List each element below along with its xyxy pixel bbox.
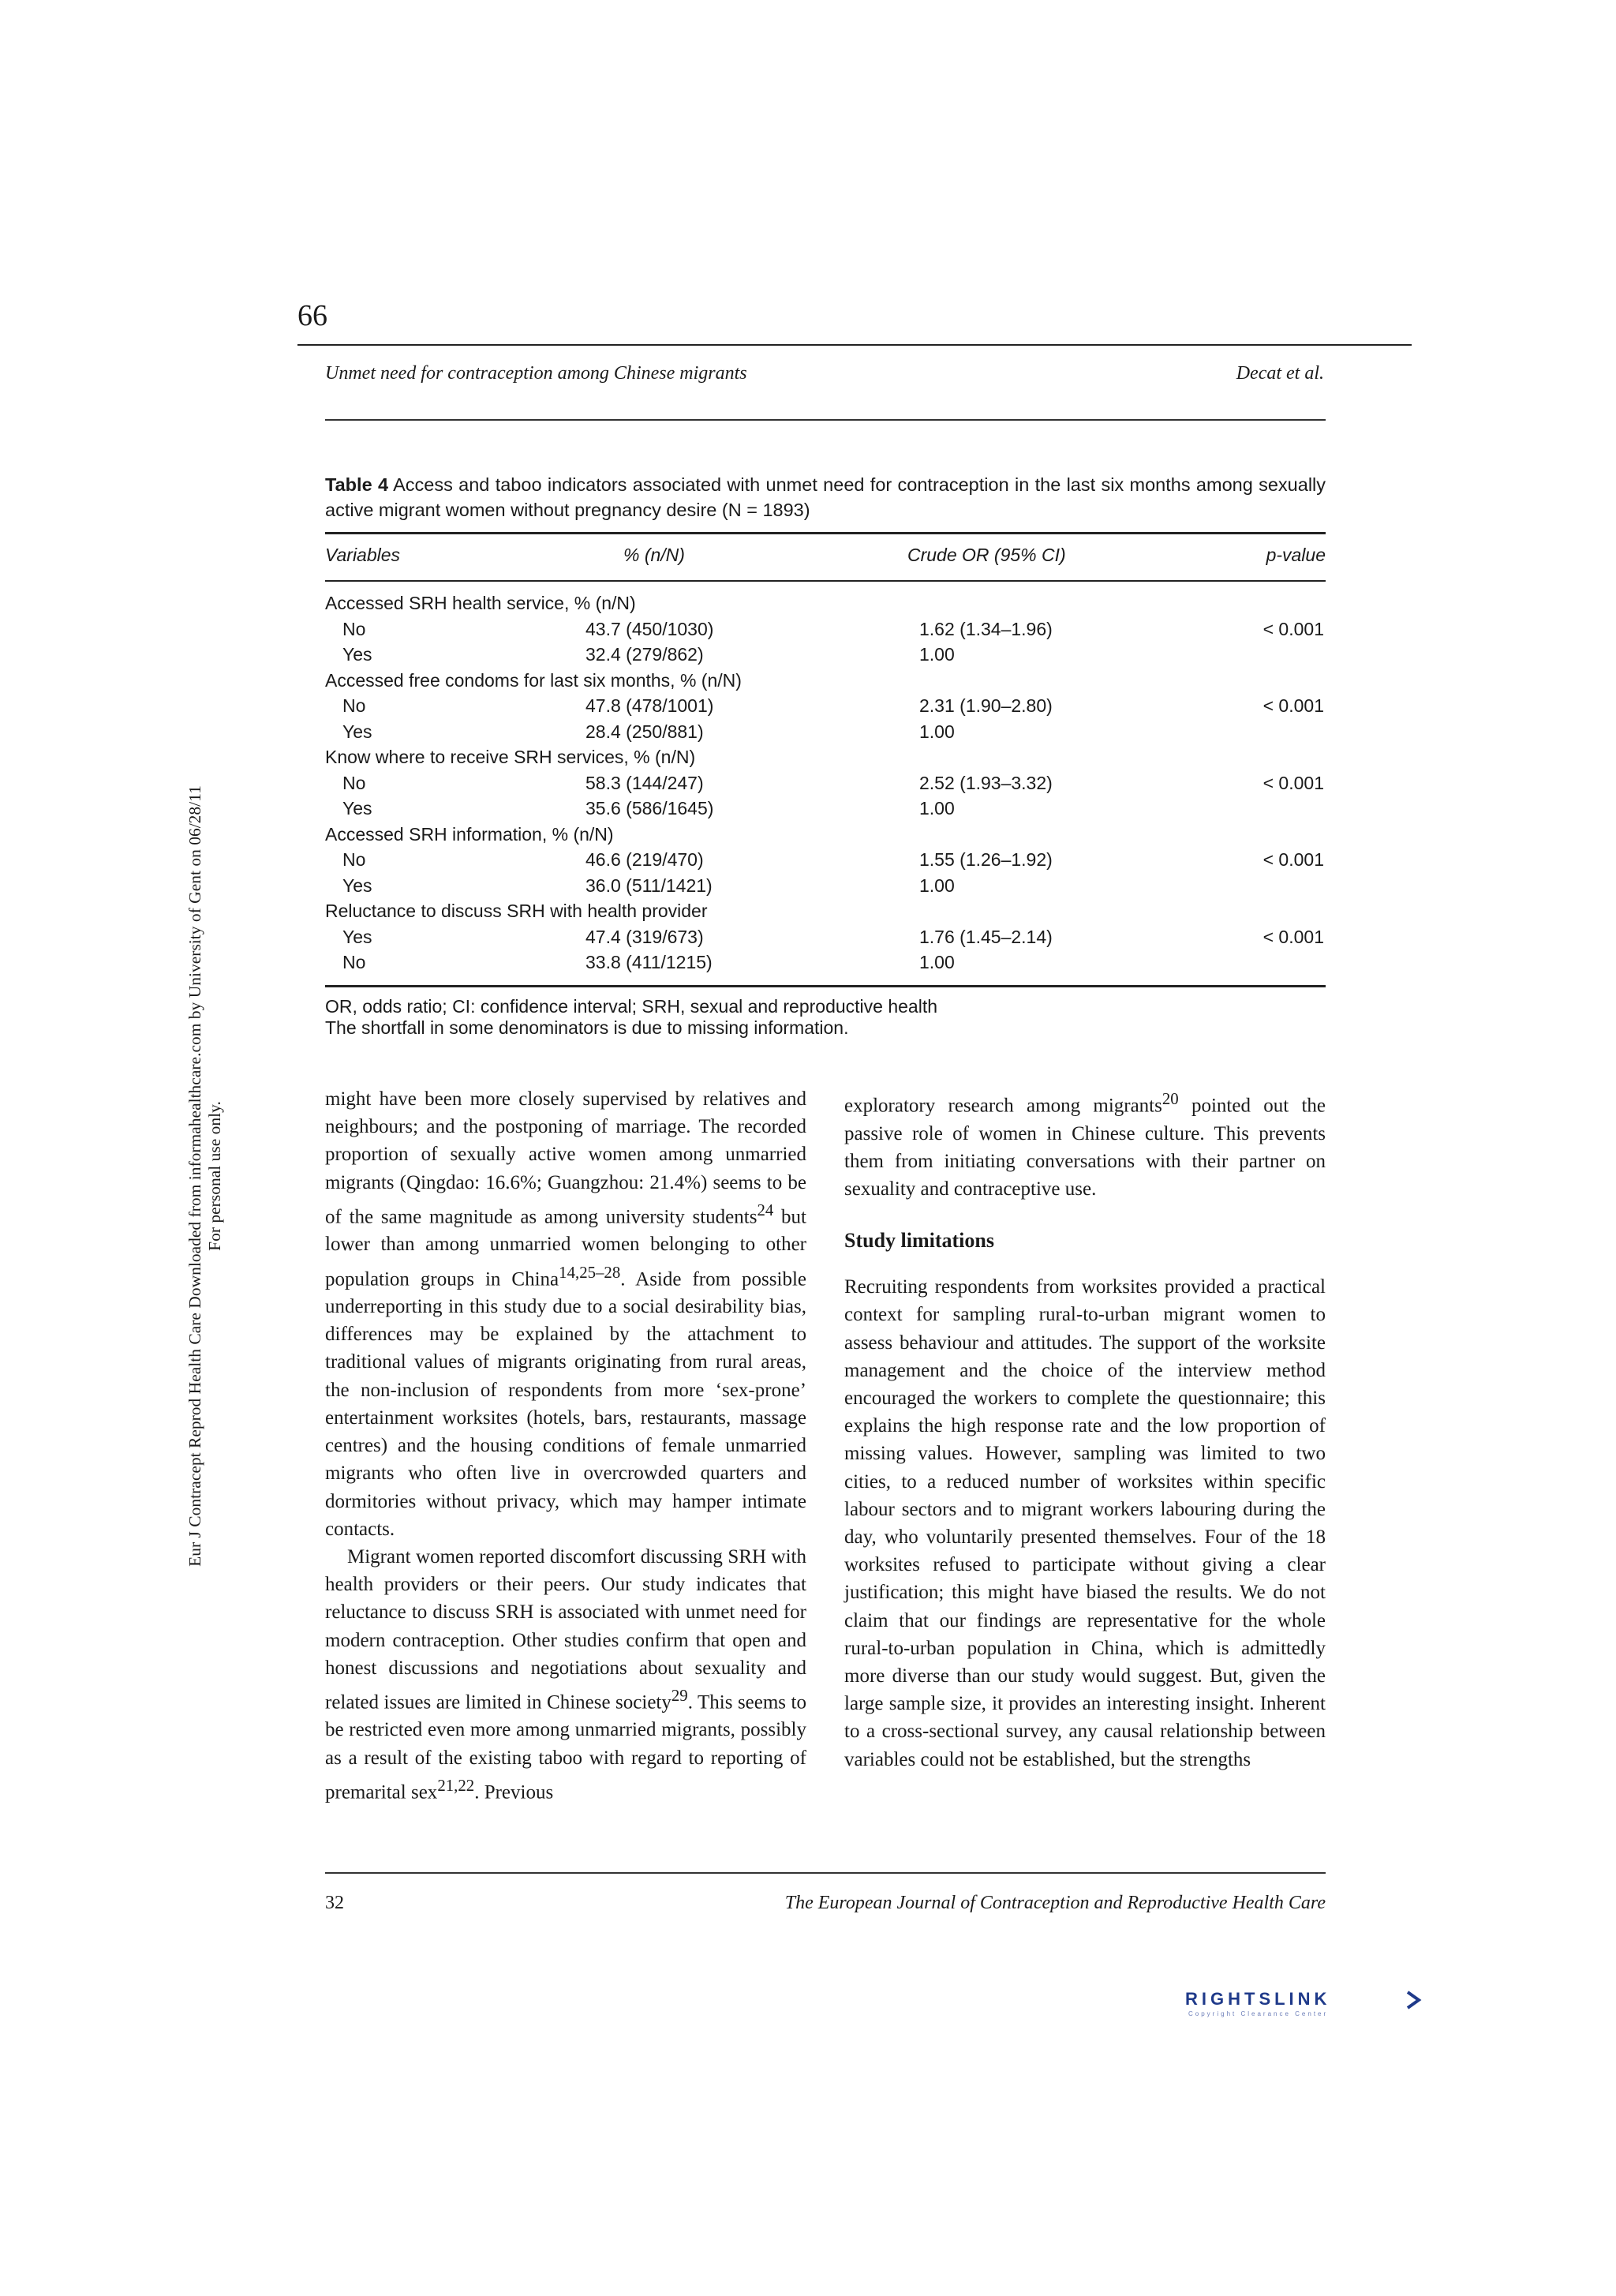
table-cell-p-value: < 0.001 <box>1262 772 1324 793</box>
citation-ref: 14,25–28 <box>559 1262 621 1282</box>
paragraph-text: pointed out the passive role of women in Chinese culture. This prevents them from initiating conversations with their partner on sexuality and contraceptive use. <box>844 1095 1326 1200</box>
paragraph-text: might have been more closely supervised by relatives and neighbours; and the postponing of marriage. The recorded proportion of sexually active women among unmarried migrants (Qingdao: 16.6%; Guangzhou: 21.4%) seems to be of the same magnitude as among university students <box>325 1088 806 1228</box>
paragraph-text: exploratory research among migrants <box>844 1095 1162 1117</box>
side-download-note <box>158 758 252 1594</box>
table-cell-percent: 47.4 (319/673) <box>585 926 704 947</box>
table-row <box>325 668 1326 694</box>
body-paragraph <box>325 1085 806 1543</box>
table-caption-label: Table 4 <box>325 474 389 495</box>
paragraph-text: but lower than among unmarried women belonging to other population groups in China <box>325 1206 806 1290</box>
table-row <box>325 693 1326 719</box>
table-header-variables: Variables <box>325 545 401 565</box>
table-rule-top <box>325 532 1326 534</box>
footer-page-number: 32 <box>325 1893 344 1913</box>
table-row-label: No <box>342 618 366 639</box>
table-group-label: Know where to receive SRH services, % (n/N) <box>325 747 696 767</box>
table-group-label: Accessed SRH information, % (n/N) <box>325 823 614 845</box>
table-cell-crude-or: 1.00 <box>919 952 955 972</box>
table-cell-crude-or: 2.31 (1.90–2.80) <box>919 695 1053 716</box>
table-caption <box>325 472 1326 522</box>
table-row <box>325 744 1326 770</box>
citation-ref: 29 <box>671 1685 688 1705</box>
table-row <box>325 796 1326 822</box>
table-row-label: No <box>342 772 366 793</box>
table-cell-percent: 35.6 (586/1645) <box>585 798 714 818</box>
rightslink-chevron-icon <box>1408 1992 1419 2008</box>
header-rule <box>325 419 1326 421</box>
table-header-p-value: p-value <box>1266 545 1326 565</box>
body-column-right <box>844 1085 1326 1774</box>
table-cell-percent: 47.8 (478/1001) <box>585 695 714 716</box>
paragraph-text: Migrant women reported discomfort discussing SRH with health providers or their peers. Our study indicates that reluctance to discuss SRH is associated with unmet need for modern contraception. Other studies confirm that open and honest discussions and negotiations about sexuality and related issues are limited in Chinese society <box>325 1545 806 1714</box>
table-row-label: Yes <box>342 875 372 896</box>
body-paragraph: Recruiting respondents from worksites provided a practical context for sampling rural-to-urban migrant women to assess behaviour and attitudes. The support of the worksite management and the choice of the interview method encouraged the workers to complete the questionnaire; this explains the high response rate and the low proportion of missing values. However, sampling was limited to two cities, to a reduced number of worksites within specific labour sectors and to migrant workers labouring during the day, who voluntarily presented themselves. Four of the 18 worksites refused to participate without giving a clear justification; this might have biased the results. We do not claim that our findings are representative for the whole rural-to-urban population in China, which is admittedly more diverse than our study would suggest. But, given the large sample size, it provides an interesting insight. Inherent to a cross-sectional survey, any causal relationship between variables could not be established, but the strengths <box>844 1276 1326 1770</box>
table-cell-crude-or: 1.55 (1.26–1.92) <box>919 849 1053 870</box>
table-row <box>325 847 1326 873</box>
table-cell-crude-or: 1.76 (1.45–2.14) <box>919 926 1053 947</box>
table-cell-crude-or: 1.62 (1.34–1.96) <box>919 618 1053 639</box>
table-rule-bottom <box>325 985 1326 987</box>
paragraph-text: . Previous <box>474 1781 554 1803</box>
table-cell-p-value: < 0.001 <box>1262 849 1324 870</box>
table-cell-crude-or: 1.00 <box>919 798 955 818</box>
journal-page-number: 66 <box>297 299 327 332</box>
table-row <box>325 924 1326 950</box>
running-author: Decat et al. <box>1236 363 1324 384</box>
citation-ref: 21,22 <box>437 1775 475 1795</box>
table-cell-percent: 43.7 (450/1030) <box>585 618 714 639</box>
table-row <box>325 898 1326 924</box>
table-cell-crude-or: 1.00 <box>919 875 955 896</box>
table-row-label: No <box>342 849 366 870</box>
body-paragraph <box>325 1543 806 1806</box>
table-row <box>325 873 1326 899</box>
table-cell-percent: 33.8 (411/1215) <box>585 952 713 972</box>
table-row-label: Yes <box>342 644 372 665</box>
table-row <box>325 719 1326 745</box>
table-cell-percent: 28.4 (250/881) <box>585 721 704 742</box>
rightslink-logo-text: RIGHTSLINK <box>1185 1989 1331 2009</box>
paragraph-text: . This seems to be restricted even more among unmarried migrants, possibly as a result of the existing taboo with regard to reporting of premarital sex <box>325 1691 806 1803</box>
table-row-label: No <box>342 952 366 972</box>
table-footnote: OR, odds ratio; CI: confidence interval; SRH, sexual and reproductive health <box>325 996 938 1017</box>
side-note-line-2: For personal use only. <box>205 1101 224 1251</box>
table-cell-crude-or: 2.52 (1.93–3.32) <box>919 772 1053 793</box>
table-footnote: The shortfall in some denominators is due to missing information. <box>325 1017 849 1038</box>
paragraph-text: . Aside from possible underreporting in this study due to a social desirability bias, differences may be explained by the attachment to traditional values of migrants originating from rural areas, the non-inclusion of respondents from more ‘sex-prone’ entertainment worksites (hotels, bars, restaurants, massage centres) and the housing conditions of female unmarried migrants who often live in overcrowded quarters and dormitories without privacy, which may hamper intimate contacts. <box>325 1268 806 1540</box>
table-row <box>325 770 1326 796</box>
table-row <box>325 822 1326 848</box>
table-header-crude-or: Crude OR (95% CI) <box>907 545 1066 565</box>
table-cell-percent: 32.4 (279/862) <box>585 644 704 665</box>
table-group-label: Accessed free condoms for last six months, % (n/N) <box>325 669 742 691</box>
table-cell-percent: 36.0 (511/1421) <box>585 875 713 896</box>
table-cell-p-value: < 0.001 <box>1262 618 1324 639</box>
table-row <box>325 642 1326 668</box>
table-cell-crude-or: 1.00 <box>919 644 955 665</box>
table-cell-p-value: < 0.001 <box>1262 695 1324 716</box>
table-row-label: Yes <box>342 798 372 818</box>
table-row-label: No <box>342 695 366 716</box>
table-caption-text: Access and taboo indicators associated with unmet need for contraception in the last six months among sexually active migrant women without pregnancy desire (N = 1893) <box>325 474 1326 520</box>
table-group-label: Reluctance to discuss SRH with health provider <box>325 901 708 921</box>
footer-rule <box>325 1872 1326 1874</box>
rightslink-tagline: Copyright Clearance Center <box>1188 2010 1329 2017</box>
table-rule-mid <box>325 580 1326 582</box>
table-row <box>325 590 1326 616</box>
table-cell-p-value: < 0.001 <box>1262 926 1324 947</box>
table-row <box>325 949 1326 976</box>
table-cell-crude-or: 1.00 <box>919 721 955 742</box>
table-body <box>325 590 1326 976</box>
table-cell-percent: 46.6 (219/470) <box>585 849 704 870</box>
body-paragraph <box>844 1085 1326 1203</box>
top-rule <box>297 344 1412 346</box>
body-column-left <box>325 1085 806 1806</box>
citation-ref: 24 <box>757 1200 774 1219</box>
section-heading: Study limitations <box>844 1229 994 1253</box>
table-group-label: Accessed SRH health service, % (n/N) <box>325 593 636 613</box>
side-note-line-1: Eur J Contracept Reprod Health Care Downloaded from informahealthcare.com by University of Gent on 06/28/11 <box>185 785 204 1567</box>
rightslink-logo <box>1185 1987 1430 2019</box>
table-row-label: Yes <box>342 926 372 947</box>
table-header-percent: % (n/N) <box>623 545 685 565</box>
footer-journal-name: The European Journal of Contraception and Reproductive Health Care <box>784 1893 1326 1913</box>
citation-ref: 20 <box>1162 1089 1179 1108</box>
table-row <box>325 616 1326 642</box>
table-cell-percent: 58.3 (144/247) <box>585 772 704 793</box>
table-footnotes <box>325 996 937 1039</box>
table-row-label: Yes <box>342 721 372 742</box>
running-title: Unmet need for contraception among Chinese migrants <box>325 363 747 384</box>
